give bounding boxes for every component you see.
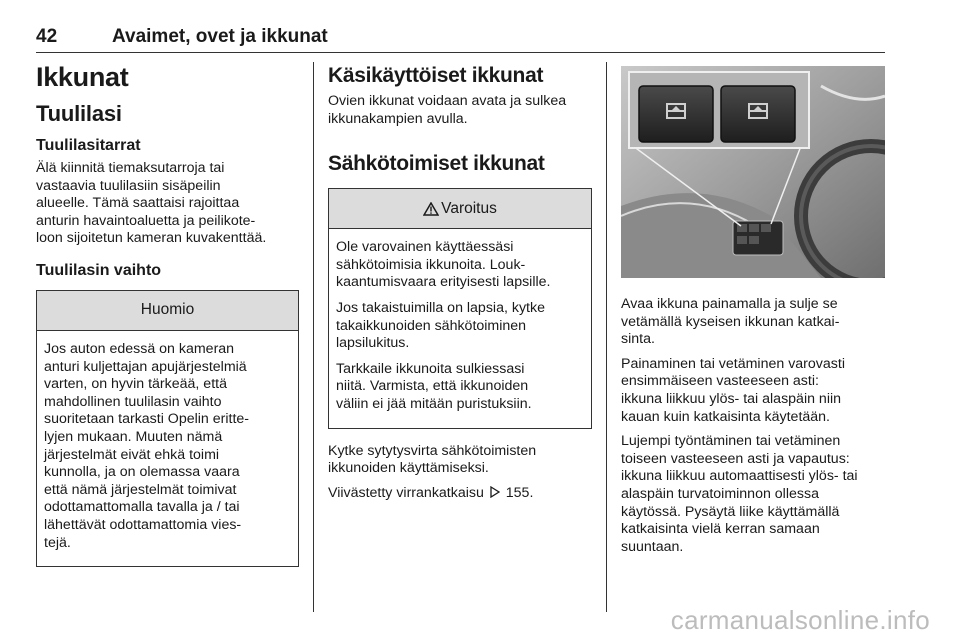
window-switch-illustration xyxy=(621,66,885,278)
paragraph: Älä kiinnitä tiemaksutarroja tai vastaavia tuulilasiin sisäpeilin alueelle. Tämä saattaisi rajoittaa anturin havaintoaluetta ja peilikote- loon sijoitetun kameran kuvakenttää. xyxy=(36,160,267,247)
window-switch-photo xyxy=(621,66,885,278)
warning-text: Tarkkaile ikkunoita sulkiessasi niitä. Varmista, että ikkunoiden väliin ei jää mitään puristuksiin. xyxy=(336,360,532,412)
watermark: carmanualsonline.info xyxy=(670,605,930,635)
page-number: 42 xyxy=(36,26,58,47)
column-right xyxy=(621,58,886,563)
column-left xyxy=(36,58,299,567)
warning-box xyxy=(328,188,592,428)
section-title: Käsikäyttöiset ikkunat xyxy=(328,64,544,87)
note-text: Jos auton edessä on kameran anturi kuljettajan apujärjestelmiä varten, on hyvin tärkeää, että mahdollinen tuulilasin vaihto suoritetaan tarkasti Opelin eritte- lyjen mukaan. Muuten nämä järjestelmät eivät ehkä toimi kunnolla, ja on olemassa vaara että nämä järjestelmät toimivat odottamattomalla tavalla ja / tai lähettävät odottamattomia vies- tejä. xyxy=(44,340,250,551)
page-header xyxy=(36,18,885,53)
chapter-title: Avaimet, ovet ja ikkunat xyxy=(112,26,328,47)
topic-heading: Tuulilasitarrat xyxy=(36,137,141,154)
warning-text: Ole varovainen käyttäessäsi sähkötoimisia ikkunoita. Louk- kaantumisvaara erityisesti lapsille. xyxy=(336,239,551,291)
paragraph: Painaminen tai vetäminen varovasti ensimmäiseen vasteeseen asti: ikkuna liikkuu ylös- tai alaspäin niin kauan kuin katkaisinta käytetään. xyxy=(621,355,845,425)
paragraph: Lujempi työntäminen tai vetäminen toiseen vasteeseen asti ja vapautus: ikkuna liikkuu automaattisesti ylös- tai alaspäin turvatoiminnon ollessa käytössä. Pysäytä liike käyttämällä katkaisinta vielä kerran samaan suuntaan. xyxy=(621,433,858,555)
column-divider xyxy=(313,62,314,612)
section-title: Sähkötoimiset ikkunat xyxy=(328,152,545,176)
note-box xyxy=(36,290,299,567)
column-divider xyxy=(606,62,607,612)
reference-page: 155. xyxy=(505,484,534,501)
note-title: Huomio xyxy=(37,291,298,331)
topic-heading: Tuulilasin vaihto xyxy=(36,261,162,279)
paragraph: Avaa ikkuna painamalla ja sulje se vetämällä kyseisen ikkunan katkai- sinta. xyxy=(621,296,840,348)
section-title: Ikkunat xyxy=(36,62,129,92)
warning-text: Jos takaistuimilla on lapsia, kytke takaikkunoiden sähkötoiminen lapsilukitus. xyxy=(336,299,545,352)
warning-triangle-icon xyxy=(423,202,439,216)
paragraph: Ovien ikkunat voidaan avata ja sulkea ikkunakampien avulla. xyxy=(328,93,567,127)
subsection-title: Tuulilasi xyxy=(36,101,122,126)
column-middle xyxy=(328,58,592,509)
warning-title: Varoitus xyxy=(441,199,497,217)
cross-reference[interactable]: Viivästetty virrankatkaisu 155. xyxy=(328,484,534,501)
paragraph: Kytke sytytysvirta sähkötoimisten ikkunoiden käyttämiseksi. xyxy=(328,442,537,477)
page-reference-arrow-icon xyxy=(490,486,500,498)
warning-header xyxy=(329,189,591,229)
